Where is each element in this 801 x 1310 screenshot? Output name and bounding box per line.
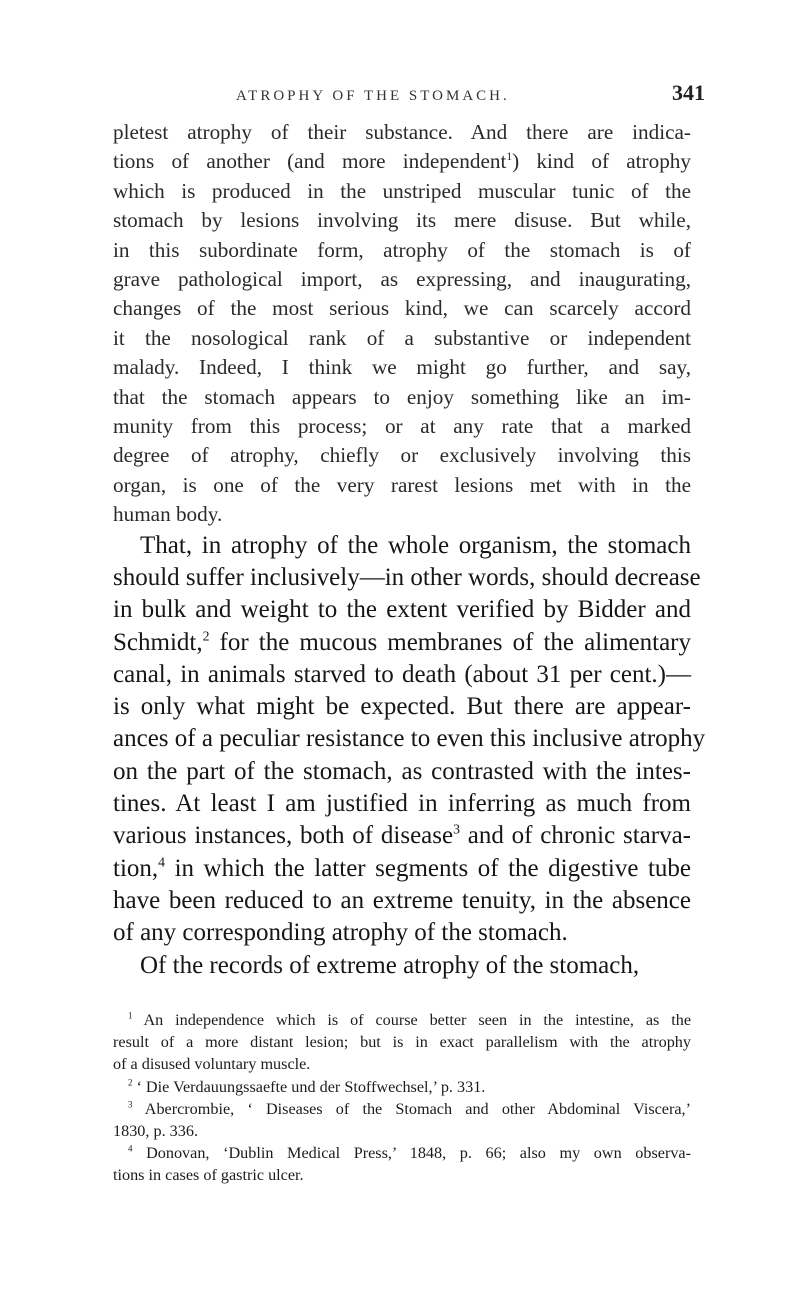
text-line: malady. Indeed, I think we might go further, and say, xyxy=(113,355,691,380)
text-line: should suffer inclusively—in other words, should decrease xyxy=(113,563,701,591)
text-line: in bulk and weight to the extent verified by Bidder and xyxy=(113,596,691,624)
text-line: have been reduced to an extreme tenuity, in the absence xyxy=(113,886,691,914)
paragraph-2 xyxy=(113,530,706,950)
footnote-ref: 3 xyxy=(453,822,460,838)
text-line: of any corresponding atrophy of the stomach. xyxy=(113,919,568,947)
footnote-ref: 4 xyxy=(158,854,166,870)
text-line: it the nosological rank of a substantive or independent xyxy=(113,325,691,350)
paragraph-3 xyxy=(113,950,691,982)
text-line: stomach by lesions involving its mere disuse. But while, xyxy=(113,208,691,233)
text-line: ances of a peculiar resistance to even this inclusive atrophy xyxy=(113,725,706,753)
text-line: tion,$^4$ in which the latter segments of the digestive tube xyxy=(113,854,691,882)
text-line: changes of the most serious kind, we can scarcely accord xyxy=(113,296,691,321)
footnote-mark: 3 xyxy=(128,1099,133,1110)
text-line: tines. At least I am justified in inferring as much from xyxy=(113,790,691,818)
text-line: munity from this process; or at any rate that a marked xyxy=(113,414,691,439)
text-line: in this subordinate form, atrophy of the stomach is of xyxy=(113,237,691,262)
footnote-line: $^3$ Abercrombie, ‘ Diseases of the Stomach and other Abdominal Viscera,’ xyxy=(128,1099,691,1118)
text-line: Of the records of extreme atrophy of the stomach, xyxy=(140,951,640,979)
footnotes xyxy=(113,1009,691,1187)
text-line: Schmidt,$^2$ for the mucous membranes of the alimentary xyxy=(113,628,691,656)
text-line: various instances, both of disease$^3$ and of chronic starva- xyxy=(113,822,692,850)
text-line: degree of atrophy, chiefly or exclusively involving this xyxy=(113,443,691,468)
body-text xyxy=(113,118,706,982)
text-line: which is produced in the unstriped muscular tunic of the xyxy=(113,178,691,203)
footnote-mark: 1 xyxy=(128,1010,133,1021)
running-head: ATROPHY OF THE STOMACH. xyxy=(236,88,510,104)
footnote-line: of a disused voluntary muscle. xyxy=(113,1055,311,1074)
footnote-4 xyxy=(113,1142,691,1186)
text-line: human body. xyxy=(113,502,223,527)
text-line: That, in atrophy of the whole organism, the stomach xyxy=(140,531,691,559)
footnote-mark: 2 xyxy=(128,1077,133,1088)
text-line: tions of another (and more independent$^1$) kind of atrophy xyxy=(113,149,691,174)
text-line: canal, in animals starved to death (about 31 per cent.)— xyxy=(113,660,691,688)
paragraph-1 xyxy=(113,118,691,530)
footnote-line: $^4$ Donovan, ‘Dublin Medical Press,’ 1848, p. 66; also my own observa- xyxy=(128,1143,692,1163)
page-number: 341 xyxy=(672,80,705,105)
footnote-line: result of a more distant lesion; but is in exact parallelism with the atrophy xyxy=(113,1033,691,1052)
text-line: pletest atrophy of their substance. And there are indica- xyxy=(113,120,691,144)
text-line: is only what might be expected. But there are appear- xyxy=(113,693,691,721)
footnote-3 xyxy=(113,1098,691,1142)
footnote-ref: 1 xyxy=(506,150,513,164)
footnote-line: tions in cases of gastric ulcer. xyxy=(113,1166,304,1185)
text-line: organ, is one of the very rarest lesions met with in the xyxy=(113,472,691,497)
footnote-line: $^2$ ‘ Die Verdauungssaefte und der Stoffwechsel,’ p. 331. xyxy=(128,1077,486,1096)
footnote-line: $^1$ An independence which is of course better seen in the intestine, as the xyxy=(128,1010,691,1029)
text-line: on the part of the stomach, as contrasted with the intes- xyxy=(113,757,691,785)
footnote-line: 1830, p. 336. xyxy=(113,1122,198,1141)
text-line: that the stomach appears to enjoy something like an im- xyxy=(113,384,691,409)
text-line: grave pathological import, as expressing, and inaugurating, xyxy=(113,267,691,292)
footnote-2 xyxy=(113,1076,691,1098)
footnote-ref: 2 xyxy=(202,628,210,644)
footnote-1 xyxy=(113,1009,691,1076)
footnote-mark: 4 xyxy=(128,1143,133,1154)
